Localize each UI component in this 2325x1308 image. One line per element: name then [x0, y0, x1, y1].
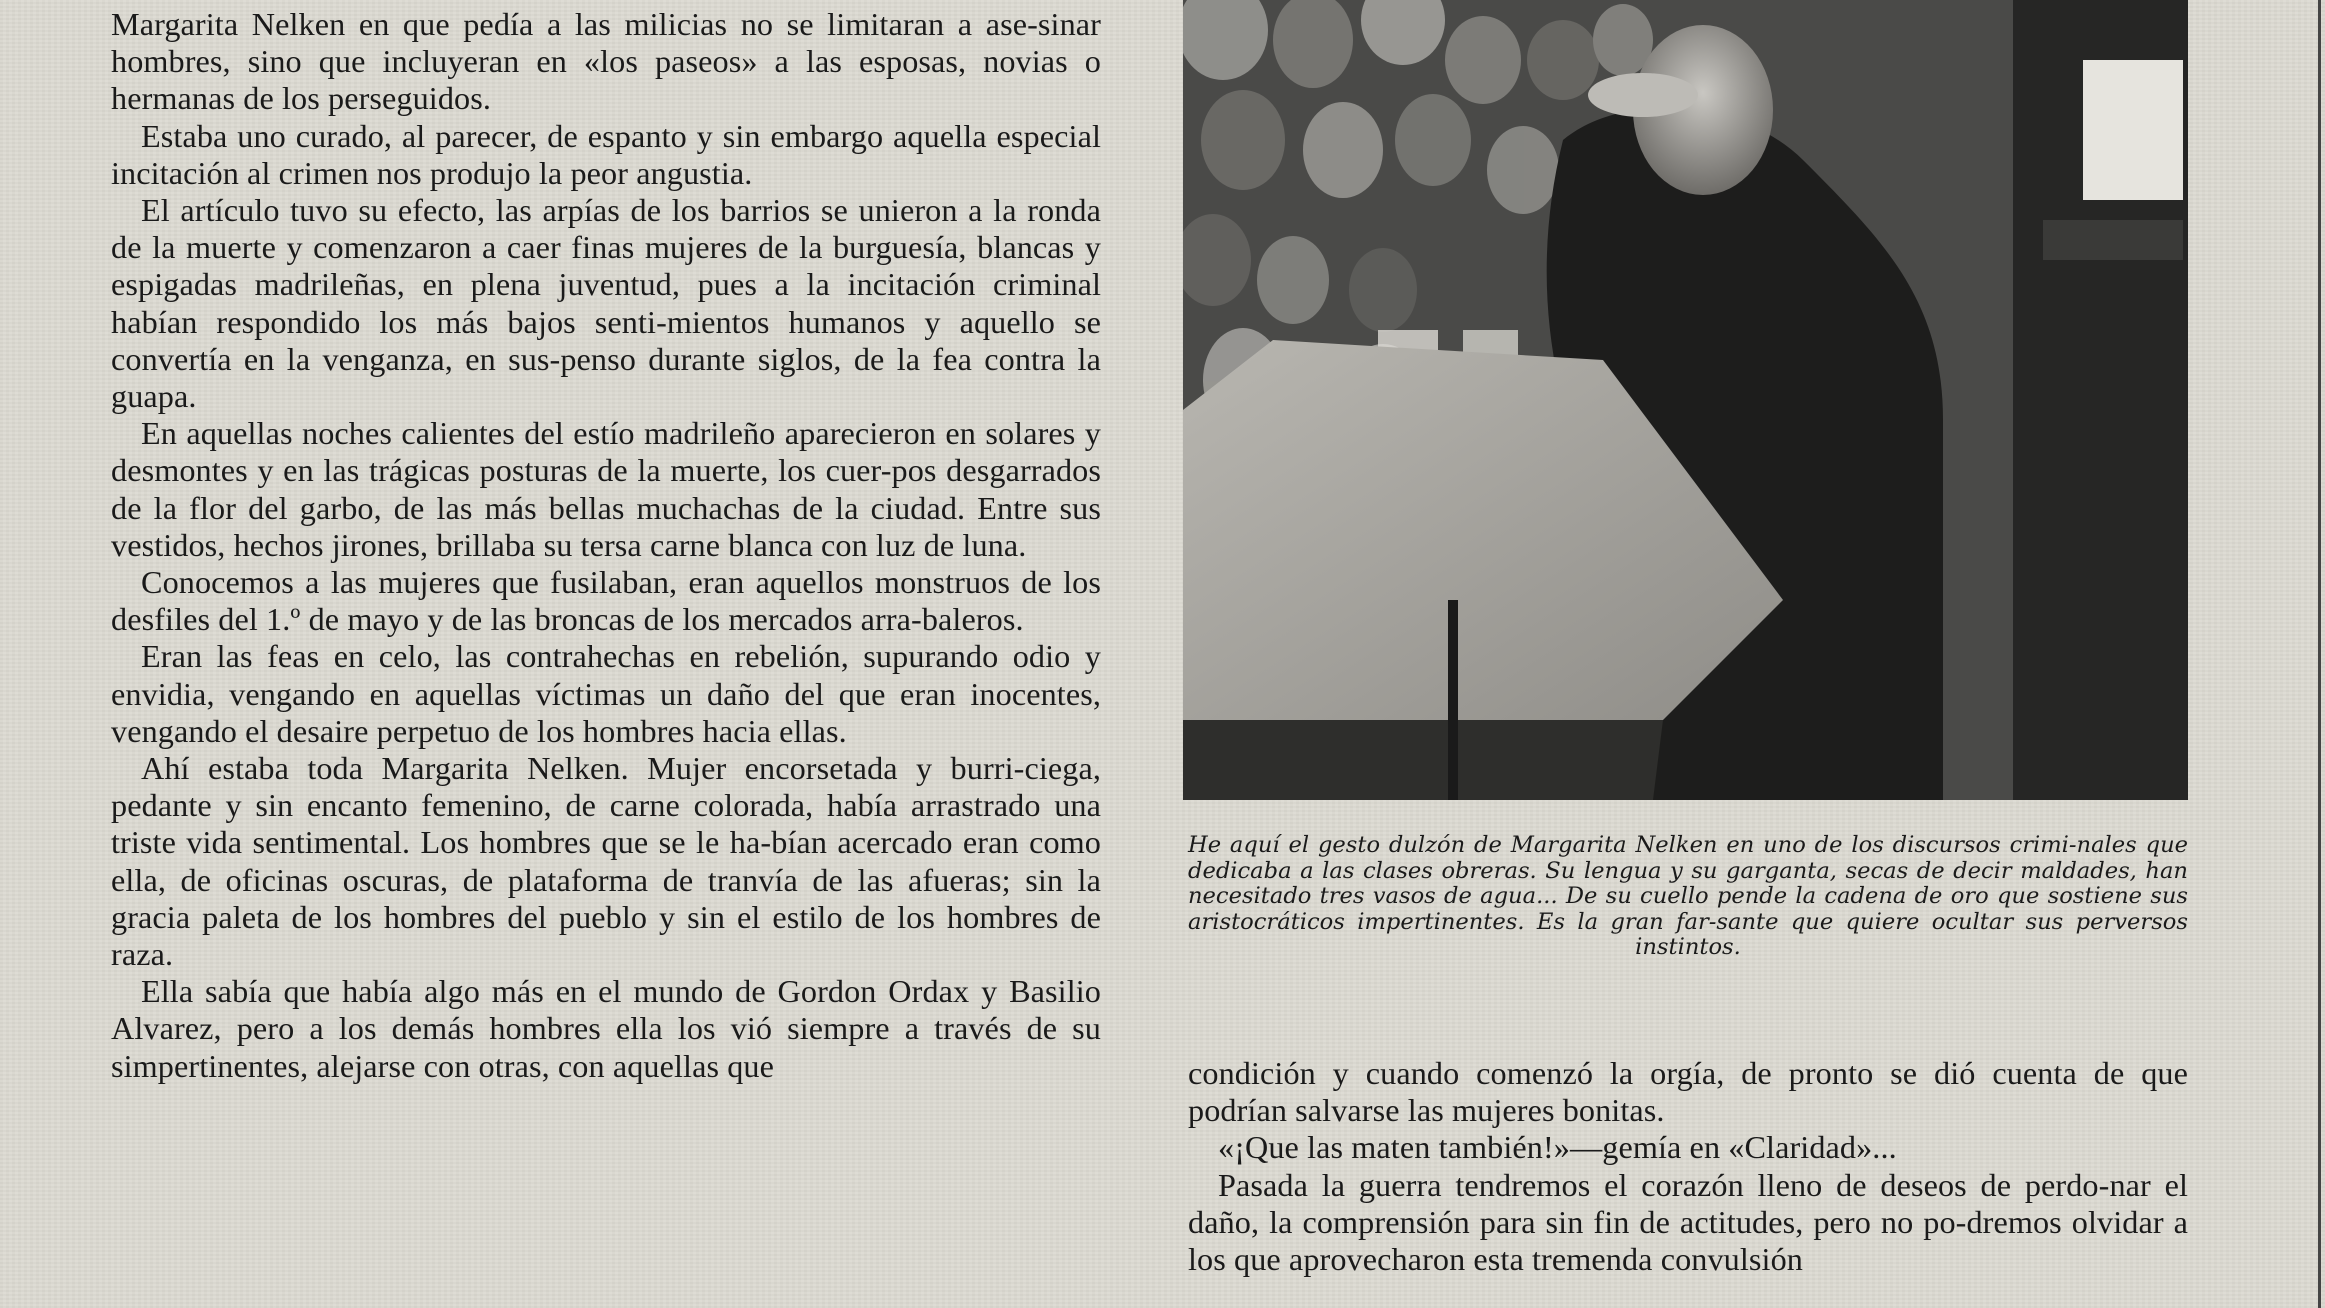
left-paragraph-4: En aquellas noches calientes del estío madrileño aparecieron en solares y desmontes y en las trágicas posturas de la muerte, los cuer-pos desgarrados de la flor del garbo, de las más bellas muchachas de la ciudad. Entre sus vestidos, hechos jirones, brillaba su tersa carne blanca con luz de luna.	[111, 415, 1101, 563]
right-paragraph-1: condición y cuando comenzó la orgía, de pronto se dió cuenta de que podrían salvarse las mujeres bonitas.	[1188, 1055, 2188, 1129]
left-paragraph-8: Ella sabía que había algo más en el mundo de Gordon Ordax y Basilio Alvarez, pero a los demás hombres ella los vió siempre a través de su simpertinentes, alejarse con otras, con aquellas que	[111, 973, 1101, 1084]
page-edge-shadow	[2318, 0, 2321, 1308]
left-paragraph-3: El artículo tuvo su efecto, las arpías de los barrios se unieron a la ronda de la muerte y comenzaron a caer finas mujeres de la burguesía, blancas y espigadas madrileñas, en plena juventud, pues a la incitación criminal habían respondido los más bajos senti-mientos humanos y aquello se convertía en la venganza, en sus-penso durante siglos, de la fea contra la guapa.	[111, 192, 1101, 415]
right-text-column	[1188, 1055, 2188, 1278]
left-text-column	[111, 6, 1101, 1085]
right-paragraph-3: Pasada la guerra tendremos el corazón lleno de deseos de perdo-nar el daño, la comprensión para sin fin de actitudes, pero no po-dremos olvidar a los que aprovecharon esta tremenda convulsión	[1188, 1166, 2188, 1278]
speaker-photograph	[1183, 0, 2188, 800]
left-paragraph-1: Margarita Nelken en que pedía a las milicias no se limitaran a ase-sinar hombres, sino que incluyeran en «los paseos» a las esposas, novias o hermanas de los perseguidos.	[111, 6, 1101, 117]
left-paragraph-6: Eran las feas en celo, las contrahechas en rebelión, supurando odio y envidia, vengando en aquellas víctimas un daño del que eran inocentes, vengando el desaire perpetuo de los hombres hacia ellas.	[111, 638, 1101, 749]
right-paragraph-2: «¡Que las maten también!»—gemía en «Claridad»...	[1218, 1129, 1897, 1166]
left-paragraph-2: Estaba uno curado, al parecer, de espanto y sin embargo aquella especial incitación al crimen nos produjo la peor angustia.	[111, 117, 1101, 191]
left-paragraph-5: Conocemos a las mujeres que fusilaban, eran aquellos monstruos de los desfiles del 1.º de mayo y de las broncas de los mercados arra-baleros.	[111, 564, 1101, 638]
left-paragraph-7: Ahí estaba toda Margarita Nelken. Mujer encorsetada y burri-ciega, pedante y sin encanto femenino, de carne colorada, había arrastrado una triste vida sentimental. Los hombres que se le ha-bían acercado eran como ella, de oficinas oscuras, de plataforma de tranvía de las afueras; sin la gracia paleta de los hombres del pueblo y sin el estilo de los hombres de raza.	[111, 750, 1101, 973]
photo-illustration	[1183, 0, 2188, 800]
photo-caption: He aquí el gesto dulzón de Margarita Nelken en uno de los discursos crimi-nales que dedicaba a las clases obreras. Su lengua y su garganta, secas de decir maldades, han necesitado tres vasos de agua... De su cuello pende la cadena de oro que sostiene sus aristocráticos impertinentes. Es la gran far-sante que quiere ocultar sus perversos instintos.	[1188, 832, 2188, 961]
